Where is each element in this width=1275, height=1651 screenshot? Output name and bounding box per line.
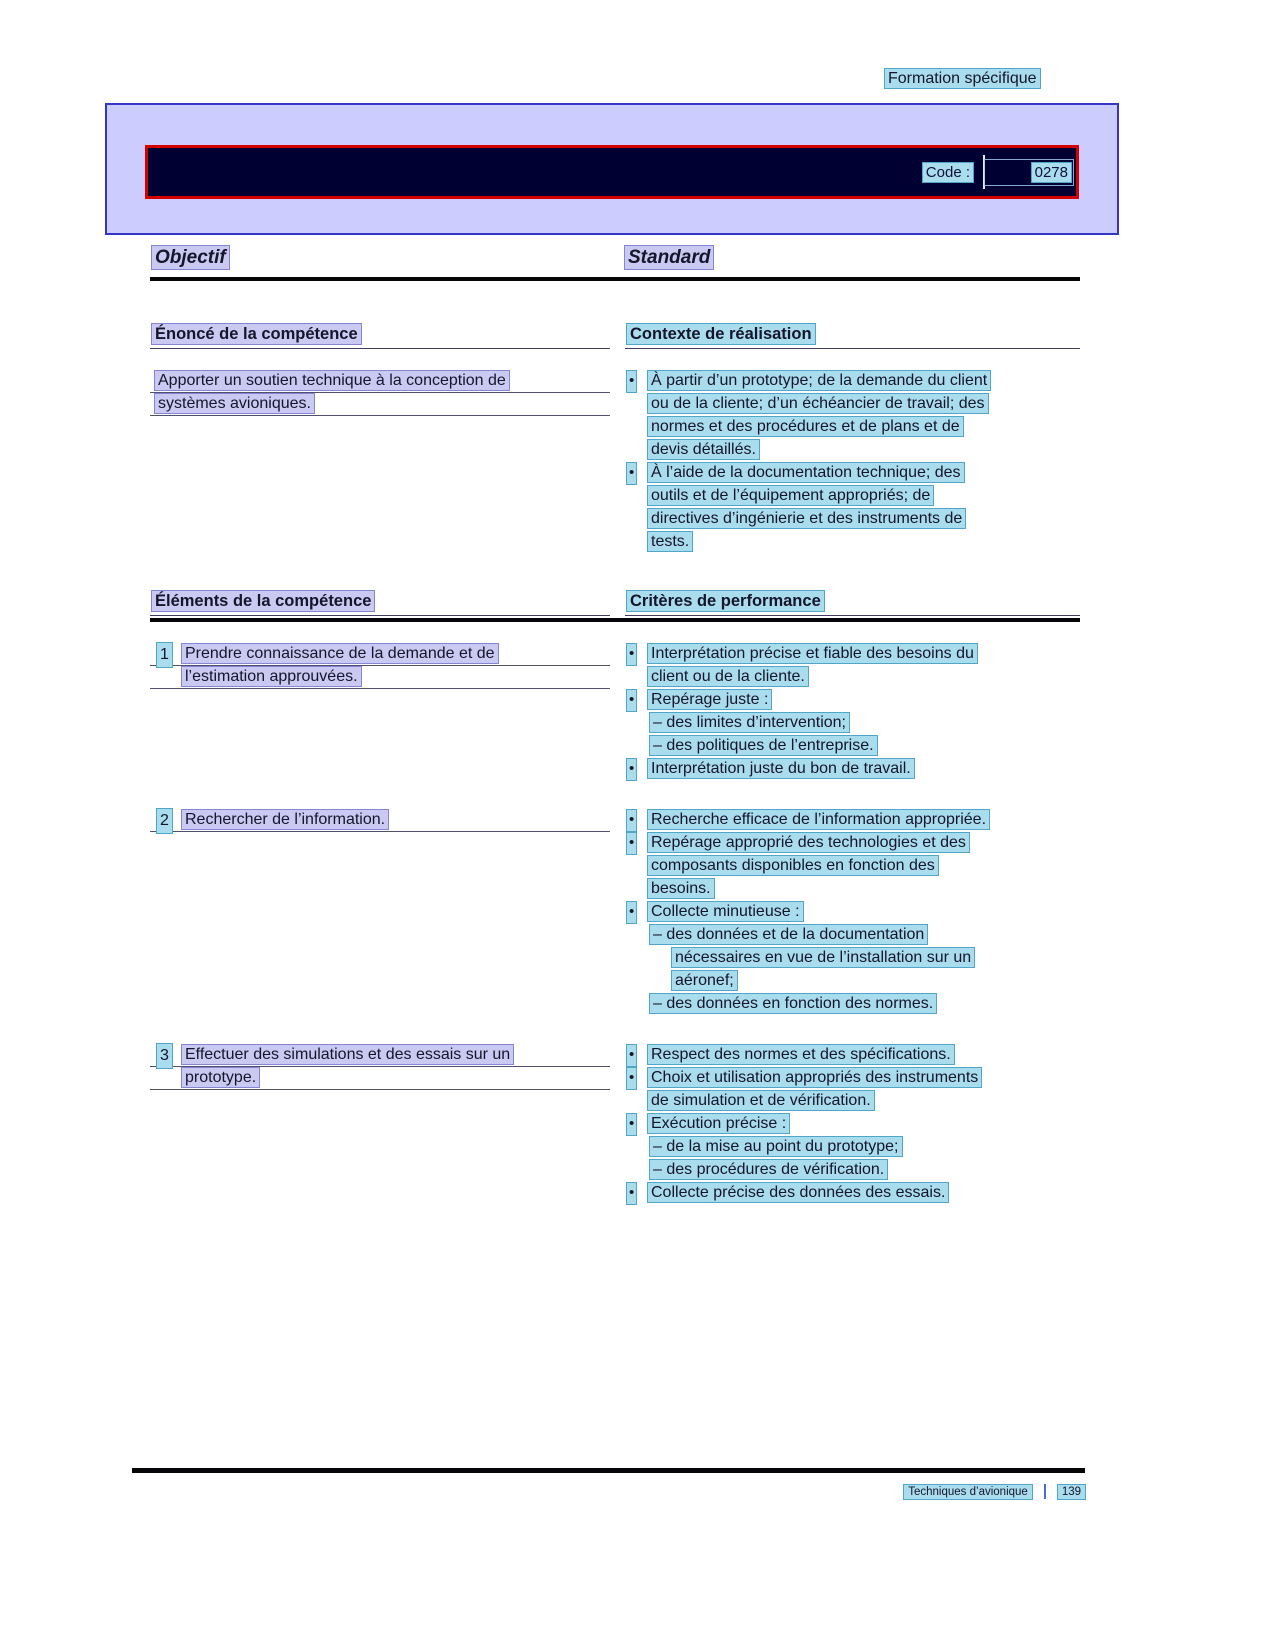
criterion-item xyxy=(625,924,1080,993)
criterion-line xyxy=(650,712,1080,735)
criterion-item xyxy=(625,1136,1080,1159)
competency-row xyxy=(150,1044,1080,1205)
criterion-text: – des limites d’intervention; xyxy=(650,713,849,732)
criterion-line xyxy=(648,393,1080,416)
element-number: 1 xyxy=(157,643,172,667)
footer-page-number: 139 xyxy=(1058,1485,1085,1499)
criterion-line xyxy=(648,416,1080,439)
criterion-text: – de la mise au point du prototype; xyxy=(650,1137,902,1156)
bullet-icon: • xyxy=(627,1045,636,1066)
section-label-text: Formation spécifique xyxy=(885,69,1040,88)
criterion-lines xyxy=(648,1044,1080,1067)
criterion-text: de simulation et de vérification. xyxy=(648,1091,874,1110)
criterion-lines xyxy=(650,1159,1080,1182)
criterion-line xyxy=(648,689,1080,712)
criterion-item xyxy=(625,901,1080,924)
section-headers xyxy=(150,592,1080,616)
criteria-list xyxy=(625,370,1080,554)
criterion-line xyxy=(648,901,1080,924)
competency-statement xyxy=(150,370,610,554)
criterion-text: À l’aide de la documentation technique; des xyxy=(648,463,964,482)
objective-title-box xyxy=(105,103,1119,235)
criterion-lines xyxy=(648,1067,1080,1113)
criterion-line xyxy=(648,878,1080,901)
section-headers xyxy=(150,325,1080,349)
section-divider-rule xyxy=(150,618,1080,622)
statement-text: Prendre connaissance de la demande et de xyxy=(182,644,498,663)
section-label xyxy=(885,70,1040,88)
statement-line xyxy=(150,809,610,832)
criterion-text: devis détaillés. xyxy=(648,440,759,459)
criterion-text: Exécution précise : xyxy=(648,1114,789,1133)
criterion-text: Choix et utilisation appropriés des instruments xyxy=(648,1068,981,1087)
criterion-line xyxy=(650,1136,1080,1159)
criterion-lines xyxy=(648,809,1080,832)
footer-rule xyxy=(132,1468,1085,1473)
criterion-text: Collecte précise des données des essais. xyxy=(648,1183,948,1202)
criterion-lines xyxy=(648,832,1080,901)
criterion-item xyxy=(625,758,1080,781)
criterion-text: – des procédures de vérification. xyxy=(650,1160,887,1179)
section-left-header xyxy=(150,592,610,616)
statement-line xyxy=(150,643,610,666)
criterion-text: outils et de l’équipement appropriés; de xyxy=(648,486,933,505)
criterion-text: À partir d’un prototype; de la demande du client xyxy=(648,371,990,390)
section-rows xyxy=(150,643,1080,1205)
criterion-text: directives d’ingénierie et des instruments de xyxy=(648,509,965,528)
criterion-lines xyxy=(648,462,1080,554)
element-number: 3 xyxy=(157,1044,172,1068)
statement-text: Apporter un soutien technique à la conception de xyxy=(155,371,509,390)
competency-section xyxy=(150,592,1080,1205)
criterion-item xyxy=(625,832,1080,901)
criterion-line xyxy=(648,485,1080,508)
criterion-lines xyxy=(648,1113,1080,1136)
criterion-item xyxy=(625,1182,1080,1205)
criterion-text: Respect des normes et des spécifications. xyxy=(648,1045,954,1064)
criterion-lines xyxy=(648,370,1080,462)
criterion-line xyxy=(650,924,1080,947)
statement-line xyxy=(150,666,610,689)
bullet-icon: • xyxy=(627,1114,636,1135)
code-value-box xyxy=(985,160,1073,185)
criterion-item xyxy=(625,643,1080,689)
column-headers xyxy=(150,246,1080,273)
criterion-lines xyxy=(648,758,1080,781)
bullet-icon: • xyxy=(627,371,636,392)
criterion-lines xyxy=(650,924,1080,993)
bullet-icon: • xyxy=(627,759,636,780)
criterion-text: – des données en fonction des normes. xyxy=(650,994,936,1013)
criterion-lines xyxy=(648,901,1080,924)
document-content xyxy=(150,246,1080,1205)
criterion-text: tests. xyxy=(648,532,692,551)
bullet-icon: • xyxy=(627,463,636,484)
footer-line xyxy=(132,1484,1085,1499)
criterion-text: Collecte minutieuse : xyxy=(648,902,803,921)
criterion-lines xyxy=(648,643,1080,689)
criterion-text: ou de la cliente; d’un échéancier de travail; des xyxy=(648,394,988,413)
code-label: Code : xyxy=(923,163,973,182)
criterion-lines xyxy=(648,1182,1080,1205)
criterion-item xyxy=(625,735,1080,758)
criterion-text: Interprétation juste du bon de travail. xyxy=(648,759,914,778)
bullet-icon: • xyxy=(627,833,636,854)
criterion-item xyxy=(625,370,1080,462)
criterion-line xyxy=(648,1044,1080,1067)
criterion-lines xyxy=(650,993,1080,1016)
statement-line xyxy=(150,393,610,416)
criterion-text: Interprétation précise et fiable des besoins du xyxy=(648,644,977,663)
criterion-line xyxy=(650,735,1080,758)
criterion-line xyxy=(650,993,1080,1016)
criteria-list xyxy=(625,643,1080,781)
criterion-text: Recherche efficace de l’information appropriée. xyxy=(648,810,989,829)
criterion-item xyxy=(625,1044,1080,1067)
competency-section xyxy=(150,325,1080,554)
footer xyxy=(132,1468,1085,1499)
criterion-text: nécessaires en vue de l’installation sur un xyxy=(672,948,974,967)
footer-separator xyxy=(1044,1484,1046,1499)
statement-line xyxy=(150,1067,610,1090)
code-value: 0278 xyxy=(1032,163,1071,182)
criterion-item xyxy=(625,712,1080,735)
criterion-text: Repérage juste : xyxy=(648,690,771,709)
objectif-header xyxy=(150,246,610,273)
criterion-lines xyxy=(650,712,1080,735)
criterion-text: – des données et de la documentation xyxy=(650,925,927,944)
criterion-item xyxy=(625,809,1080,832)
section-left-title: Éléments de la compétence xyxy=(152,591,374,611)
criterion-line xyxy=(648,832,1080,855)
bullet-icon: • xyxy=(627,1068,636,1089)
criterion-item xyxy=(625,689,1080,712)
criterion-line xyxy=(650,970,1080,993)
criterion-line xyxy=(648,1067,1080,1090)
statement-text: prototype. xyxy=(182,1068,259,1087)
criterion-text: Repérage approprié des technologies et des xyxy=(648,833,969,852)
competency-statement xyxy=(150,1044,610,1205)
criterion-item xyxy=(625,1113,1080,1136)
criteria-list xyxy=(625,809,1080,1016)
criterion-line xyxy=(648,758,1080,781)
sections-container xyxy=(150,325,1080,1205)
bullet-icon: • xyxy=(627,902,636,923)
criterion-line xyxy=(648,643,1080,666)
criterion-text: client ou de la cliente. xyxy=(648,667,808,686)
criterion-line xyxy=(648,666,1080,689)
criterion-line xyxy=(648,370,1080,393)
criterion-line xyxy=(648,462,1080,485)
competency-statement xyxy=(150,643,610,781)
code-band xyxy=(145,145,1079,199)
criterion-line xyxy=(648,531,1080,554)
section-left-header xyxy=(150,325,610,349)
statement-text: Effectuer des simulations et des essais sur un xyxy=(182,1045,513,1064)
competency-row xyxy=(150,370,1080,554)
standard-header xyxy=(625,246,1080,273)
bullet-icon: • xyxy=(627,810,636,831)
criterion-text: – des politiques de l’entreprise. xyxy=(650,736,877,755)
statement-line xyxy=(150,1044,610,1067)
footer-doc-title: Techniques d’avionique xyxy=(904,1485,1032,1499)
criterion-line xyxy=(648,1113,1080,1136)
criterion-line xyxy=(648,809,1080,832)
statement-text: Rechercher de l’information. xyxy=(182,810,388,829)
criterion-line xyxy=(648,508,1080,531)
section-right-title: Critères de performance xyxy=(627,591,824,611)
criterion-text: composants disponibles en fonction des xyxy=(648,856,938,875)
criterion-line xyxy=(648,1090,1080,1113)
criterion-item xyxy=(625,1067,1080,1113)
criteria-list xyxy=(625,1044,1080,1205)
section-right-title: Contexte de réalisation xyxy=(627,324,815,344)
competency-statement xyxy=(150,809,610,1016)
criterion-item xyxy=(625,462,1080,554)
section-left-title: Énoncé de la compétence xyxy=(152,324,361,344)
criterion-line xyxy=(648,439,1080,462)
bullet-icon: • xyxy=(627,690,636,711)
criterion-lines xyxy=(650,1136,1080,1159)
criterion-text: aéronef; xyxy=(672,971,737,990)
section-right-header xyxy=(625,325,1080,349)
criterion-line xyxy=(650,1159,1080,1182)
statement-line xyxy=(150,370,610,393)
criterion-item xyxy=(625,993,1080,1016)
objectif-header-text: Objectif xyxy=(152,246,229,269)
bullet-icon: • xyxy=(627,644,636,665)
criterion-text: normes et des procédures et de plans et de xyxy=(648,417,963,436)
section-rows xyxy=(150,370,1080,554)
competency-row xyxy=(150,809,1080,1016)
statement-text: systèmes avioniques. xyxy=(155,394,314,413)
criterion-lines xyxy=(650,735,1080,758)
bullet-icon: • xyxy=(627,1183,636,1204)
section-right-header xyxy=(625,592,1080,616)
element-number: 2 xyxy=(157,809,172,833)
criterion-item xyxy=(625,1159,1080,1182)
competency-row xyxy=(150,643,1080,781)
criterion-text: besoins. xyxy=(648,879,714,898)
statement-text: l’estimation approuvées. xyxy=(182,667,361,686)
criterion-line xyxy=(648,855,1080,878)
criterion-line xyxy=(650,947,1080,970)
standard-header-text: Standard xyxy=(625,246,713,269)
criterion-lines xyxy=(648,689,1080,712)
header-rule xyxy=(150,277,1080,281)
criterion-line xyxy=(648,1182,1080,1205)
